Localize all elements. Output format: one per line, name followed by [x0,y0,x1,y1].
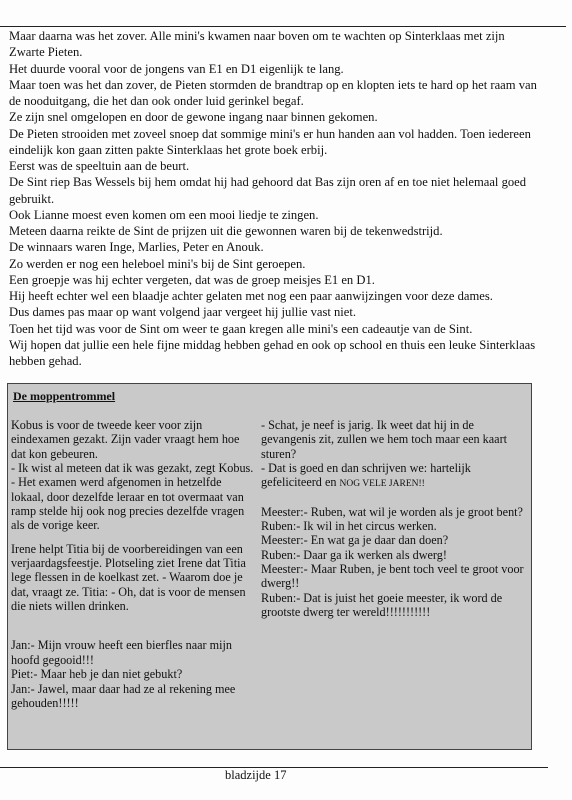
paragraph: Ze zijn snel omgelopen en door de gewone ingang naar binnen gekomen. [9,110,378,125]
jokes-box [7,383,532,750]
paragraph: Wij hopen dat jullie een hele fijne middag hebben gehad en ook op school en thuis een leuke Sinterklaas hebben gehad. [9,337,536,368]
joke-line: Jan:- Jawel, maar daar had ze al rekening mee gehouden!!!!! [11,681,236,710]
paragraph: Hij heeft echter wel een blaadje achter gelaten met nog een paar aanwijzingen voor deze dames. [9,289,493,303]
paragraph: Ook Lianne moest even komen om een mooi liedje te zingen. [9,207,319,222]
paragraph: Dus dames pas maar op want volgend jaar vergeet hij jullie vast niet. [9,305,357,320]
paragraph: Zo werden er nog een heleboel mini's bij de Sint geroepen. [9,256,306,271]
joke-line: - Schat, je neef is jarig. Ik weet dat hij in de gevangenis zit, zullen we hem toch maar een kaart sturen? [261,418,508,461]
paragraph: Maar toen was het dan zover, de Pieten stormden de brandtrap op en klopten iets te hard op het raam van de nooduitgang, die het dan ook onder luid gerinkel begaf. [9,77,537,108]
top-rule [0,26,566,27]
paragraph: Toen het tijd was voor de Sint om weer te gaan kregen alle mini's een cadeautje van de Sint. [9,321,473,336]
paragraph: Eerst was de speeltuin aan de beurt. [9,159,190,173]
paragraph: De winnaars waren Inge, Marlies, Peter en Anouk. [9,240,264,255]
paragraph: De Sint riep Bas Wessels bij hem omdat hij had gehoord dat Bas zijn oren af en toe niet helemaal goed gebruikt. [9,175,527,206]
joke-line: Kobus is voor de tweede keer voor zijn eindexamen gezakt. Zijn vader vraagt hem hoe dat kon gebeuren. [11,418,240,461]
spacer [11,613,255,638]
joke-line: Ruben:- Daar ga ik werken als dwerg! [261,547,447,562]
paragraph: Maar daarna was het zover. Alle mini's kwamen naar boven om te wachten op Sinterklaas met zijn Zwarte Pieten. [9,29,505,60]
joke-line: Meester:- En wat ga je daar dan doen? [261,533,449,548]
joke-caps-text: NOG VELE JAREN!! [339,479,425,490]
joke-line: - Het examen werd afgenomen in hetzelfde lokaal, door dezelfde leraar en tot overmaat van ramp stelde hij ook nog precies dezelfde vragen als de vorige keer. [11,475,245,533]
page-number: bladzijde 17 [225,768,287,782]
joke-line: Meester:- Maar Ruben, je bent toch veel te groot voor dwerg!! [261,562,524,591]
paragraph: Meteen daarna reikte de Sint de prijzen uit die gewonnen waren bij de tekenwedstrijd. [9,224,443,238]
joke-line: Piet:- Maar heb je dan niet gebukt? [11,667,183,682]
joke-line: Ruben:- Ik wil in het circus werken. [261,519,437,534]
joke-text: Irene helpt Titia bij de voorbereidingen van een verjaardagsfeestje. Plotseling ziet Irene dat Titia lege flessen in de koelkast zet. - Waarom doe je dat, vraagt ze. Titia: - Oh, dat is voor de mensen die niets willen drinken. [11,541,246,614]
joke-text: - Dat is goed en dan schrijven we: hartelijk gefeliciteerd en [261,461,471,490]
paragraph: Een groepje was hij echter vergeten, dat was de groep meisjes E1 en D1. [9,272,375,287]
joke-line: Jan:- Mijn vrouw heeft een bierfles naar mijn hoofd gegooid!!! [11,638,232,667]
spacer [261,492,529,505]
joke-line: Meester:- Ruben, wat wil je worden als je groot bent? [261,504,523,519]
story-text [9,28,539,369]
joke-line [261,461,529,492]
spacer [11,533,255,542]
jokes-right-column [261,418,529,619]
joke-line: Ruben:- Dat is juist het goeie meester, ik word de grootste dwerg ter wereld!!!!!!!!!!! [261,590,503,620]
paragraph: De Pieten strooiden met zoveel snoep dat sommige mini's er hun handen aan vol hadden. Toen iedereen eindelijk kon gaan zitten pakte Sinterklaas het grote boek erbij. [9,126,531,157]
jokes-title: De moppentrommel [13,389,116,403]
joke-line: - Ik wist al meteen dat ik was gezakt, zegt Kobus. [11,461,254,476]
jokes-left-column [11,418,255,710]
paragraph: Het duurde vooral voor de jongens van E1 en D1 eigenlijk te lang. [9,61,344,76]
